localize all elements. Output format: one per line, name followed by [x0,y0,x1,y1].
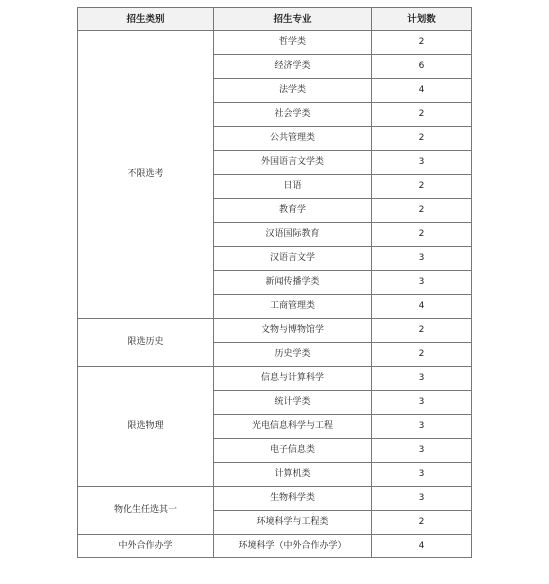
count-cell: 2 [372,319,472,343]
major-cell: 法学类 [214,79,372,103]
count-cell: 3 [372,247,472,271]
major-cell: 环境科学（中外合作办学） [214,535,372,558]
major-cell: 工商管理类 [214,295,372,319]
count-cell: 2 [372,31,472,55]
major-cell: 光电信息科学与工程 [214,415,372,439]
category-cell: 中外合作办学 [78,535,214,558]
header-count: 计划数 [372,8,472,31]
count-cell: 2 [372,223,472,247]
count-cell: 2 [372,343,472,367]
table-row [78,367,472,391]
major-cell: 信息与计算科学 [214,367,372,391]
header-major: 招生专业 [214,8,372,31]
major-cell: 日语 [214,175,372,199]
category-cell: 不限选考 [78,31,214,319]
count-cell: 4 [372,535,472,558]
count-cell: 2 [372,511,472,535]
table-row [78,487,472,511]
count-cell: 3 [372,391,472,415]
major-cell: 外国语言文学类 [214,151,372,175]
major-cell: 教育学 [214,199,372,223]
table-header-row [78,8,472,31]
major-cell: 统计学类 [214,391,372,415]
major-cell: 哲学类 [214,31,372,55]
category-cell: 限选历史 [78,319,214,367]
count-cell: 3 [372,439,472,463]
count-cell: 6 [372,55,472,79]
table-row [78,31,472,55]
count-cell: 3 [372,151,472,175]
major-cell: 新闻传播学类 [214,271,372,295]
count-cell: 2 [372,199,472,223]
count-cell: 2 [372,127,472,151]
table-body [78,31,472,558]
major-cell: 电子信息类 [214,439,372,463]
major-cell: 汉语国际教育 [214,223,372,247]
major-cell: 计算机类 [214,463,372,487]
count-cell: 4 [372,295,472,319]
header-category: 招生类别 [78,8,214,31]
count-cell: 3 [372,367,472,391]
enrollment-plan-table [77,7,472,558]
count-cell: 2 [372,175,472,199]
major-cell: 公共管理类 [214,127,372,151]
table-row [78,535,472,558]
count-cell: 4 [372,79,472,103]
table-row [78,319,472,343]
category-cell: 限选物理 [78,367,214,487]
major-cell: 历史学类 [214,343,372,367]
count-cell: 3 [372,415,472,439]
count-cell: 3 [372,271,472,295]
category-cell: 物化生任选其一 [78,487,214,535]
major-cell: 社会学类 [214,103,372,127]
count-cell: 3 [372,487,472,511]
count-cell: 2 [372,103,472,127]
major-cell: 经济学类 [214,55,372,79]
major-cell: 汉语言文学 [214,247,372,271]
major-cell: 文物与博物馆学 [214,319,372,343]
count-cell: 3 [372,463,472,487]
major-cell: 生物科学类 [214,487,372,511]
major-cell: 环境科学与工程类 [214,511,372,535]
